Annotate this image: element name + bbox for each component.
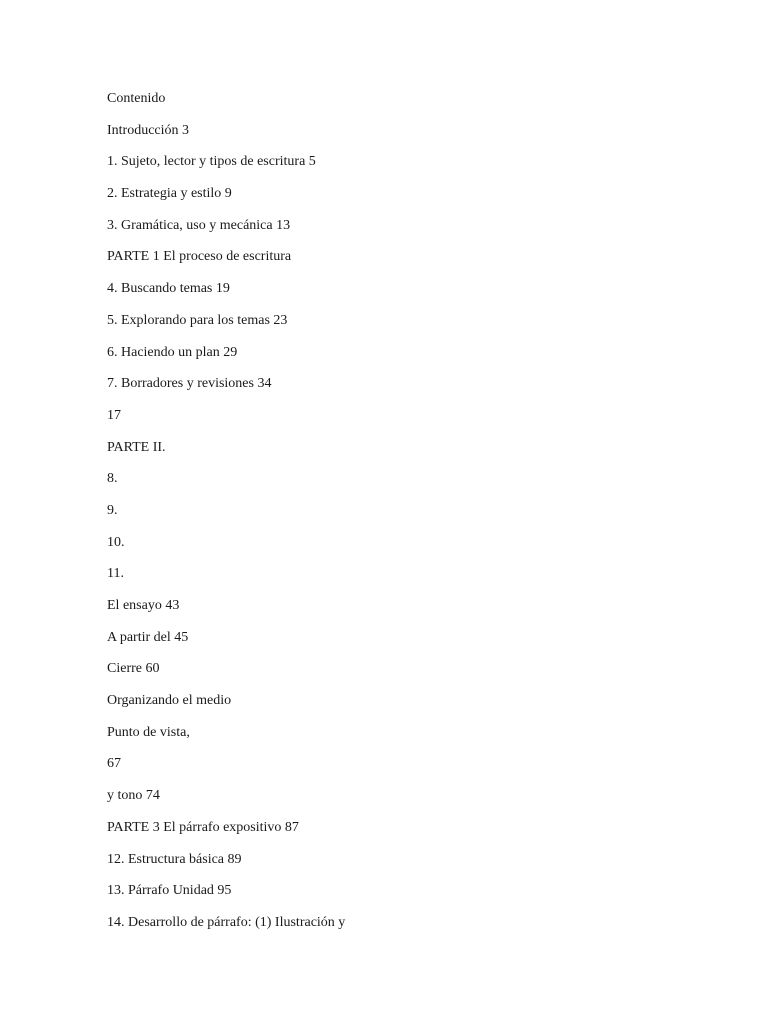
toc-entry: 14. Desarrollo de párrafo: (1) Ilustración y xyxy=(107,914,346,930)
toc-entry: 13. Párrafo Unidad 95 xyxy=(107,883,232,899)
toc-entry: 8. xyxy=(107,471,118,487)
toc-entry: El ensayo 43 xyxy=(107,598,180,613)
toc-entry: Punto de vista, xyxy=(107,724,190,740)
toc-page-number: 67 xyxy=(107,756,121,772)
toc-entry: 10. xyxy=(107,534,125,550)
toc-entry: A partir del 45 xyxy=(107,629,189,645)
toc-entry: Cierre 60 xyxy=(107,661,160,677)
toc-page-number: 17 xyxy=(107,407,121,423)
toc-part-heading: PARTE 1 El proceso de escritura xyxy=(107,249,292,265)
toc-entry: 3. Gramática, uso y mecánica 13 xyxy=(107,217,291,233)
toc-entry: 12. Estructura básica 89 xyxy=(107,851,242,867)
toc-entry: Introducción 3 xyxy=(107,122,190,138)
table-of-contents xyxy=(107,88,345,944)
toc-entry: 2. Estrategia y estilo 9 xyxy=(107,186,232,202)
toc-entry: 11. xyxy=(107,566,124,582)
toc-heading: Contenido xyxy=(107,91,166,106)
toc-part-heading: PARTE II. xyxy=(107,439,166,455)
toc-entry: 7. Borradores y revisiones 34 xyxy=(107,376,272,392)
toc-entry: 4. Buscando temas 19 xyxy=(107,281,230,297)
toc-entry: y tono 74 xyxy=(107,788,160,804)
toc-part-heading: PARTE 3 El párrafo expositivo 87 xyxy=(107,819,299,835)
toc-entry: 5. Explorando para los temas 23 xyxy=(107,312,288,328)
toc-entry: 9. xyxy=(107,502,118,518)
toc-entry: 1. Sujeto, lector y tipos de escritura 5 xyxy=(107,154,316,170)
toc-entry: 6. Haciendo un plan 29 xyxy=(107,344,238,360)
toc-entry: Organizando el medio xyxy=(107,693,232,709)
